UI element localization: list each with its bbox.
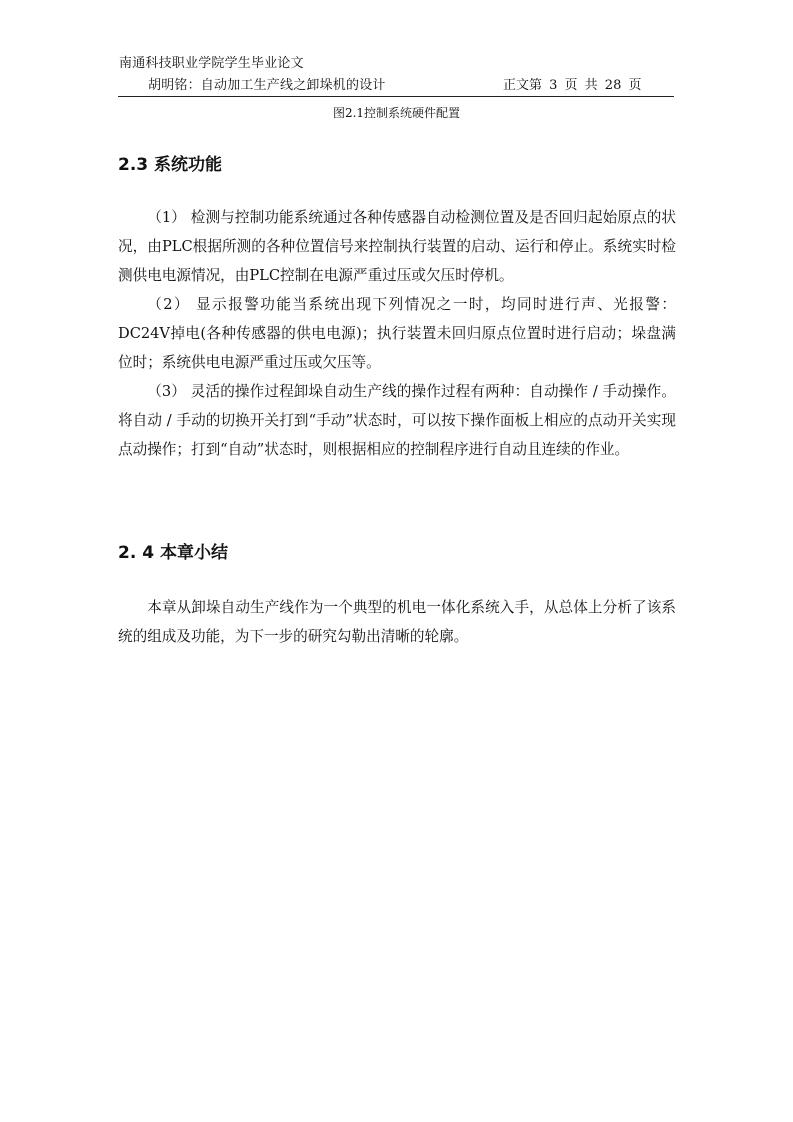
header-divider — [118, 96, 674, 97]
paragraph-detection-control: （1） 检测与控制功能系统通过各种传感器自动检测位置及是否回归起始原点的状况，由PLC根据所测的各种位置信号来控制执行装置的启动、运行和停止。系统实时检测供电电源情况，由PLC控制在电源严重过压或欠压时停机。 — [118, 209, 676, 284]
paragraph-flexible-operation: （3） 灵活的操作过程卸垛自动生产线的操作过程有两种：自动操作 / 手动操作。将自动 / 手动的切换开关打到“手动”状态时，可以按下操作面板上相应的点动开关实现点动操作；打到“自动”状态时，则根据相应的控制程序进行自动且连续的作业。 — [118, 383, 676, 458]
header-school-name: 南通科技职业学院学生毕业论文 — [119, 56, 304, 71]
section-2-3-body — [118, 203, 676, 464]
paragraph-alarm-display: （2） 显示报警功能当系统出现下列情况之一时，均同时进行声、光报警：DC24V掉电(各种传感器的供电电源)；执行装置未回归原点位置时进行启动；垛盘满位时；系统供电电源严重过压或欠压等。 — [118, 296, 676, 371]
section-2-4-body — [118, 593, 676, 651]
header-page-info: 正文第 3 页 共 28 页 — [503, 78, 642, 93]
header-author-thesis-title: 胡明铭：自动加工生产线之卸垛机的设计 — [148, 78, 386, 93]
section-heading-2-4: 2. 4 本章小结 — [118, 543, 228, 563]
paragraph-chapter-summary: 本章从卸垛自动生产线作为一个典型的机电一体化系统入手，从总体上分析了该系统的组成及功能，为下一步的研究勾勒出清晰的轮廓。 — [118, 599, 676, 645]
section-heading-2-3: 2.3 系统功能 — [118, 155, 223, 175]
figure-caption: 图2.1控制系统硬件配置 — [332, 106, 461, 120]
